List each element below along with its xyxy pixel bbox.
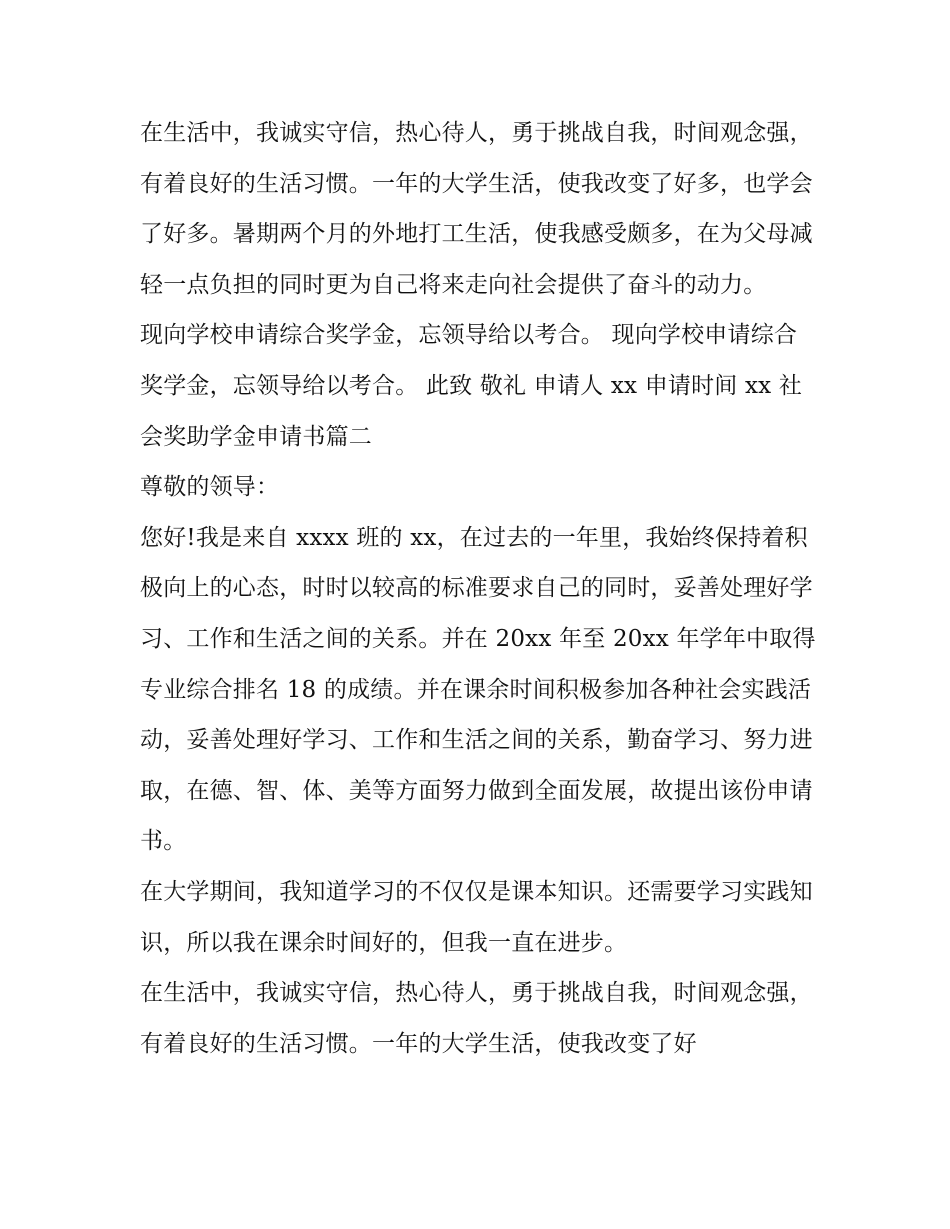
paragraph-life-habits-repeat: 在生活中，我诚实守信，热心待人，勇于挑战自我，时间观念强，有着良好的生活习惯。一年的大学生活，使我改变了好 [140, 980, 813, 1057]
paragraph-life-habits: 在生活中，我诚实守信，热心待人，勇于挑战自我，时间观念强，有着良好的生活习惯。一年的大学生活，使我改变了好多，也学会了好多。暑期两个月的外地打工生活，使我感受颇多，在为父母减轻一点负担的同时更为自己将来走向社会提供了奋斗的动力。 [140, 120, 813, 298]
paragraph-introduction: 您好!我是来自 xxxx 班的 xx，在过去的一年里，我始终保持着积极向上的心态，时时以较高的标准要求自己的同时，妥善处理好学习、工作和生活之间的关系。并在 20xx 年至 20xx 年学年中取得专业综合排名 18 的成绩。并在课余时间积极参加各种社会实践活动，妥善处理好学习、工作和生活之间的关系，勤奋学习、努力进取，在德、智、体、美等方面努力做到全面发展，故提出该份申请书。 [140, 524, 816, 855]
paragraph-salutation: 尊敬的领导： [140, 474, 280, 501]
paragraph-application-closing: 现向学校申请综合奖学金，忘领导给以考合。 现向学校申请综合奖学金，忘领导给以考合。 此致 敬礼 申请人 xx 申请时间 xx 社会奖助学金申请书篇二 [140, 322, 803, 450]
document-body [140, 108, 816, 1069]
paragraph-university-study: 在大学期间，我知道学习的不仅仅是课本知识。还需要学习实践知识，所以我在课余时间好的，但我一直在进步。 [140, 878, 813, 956]
